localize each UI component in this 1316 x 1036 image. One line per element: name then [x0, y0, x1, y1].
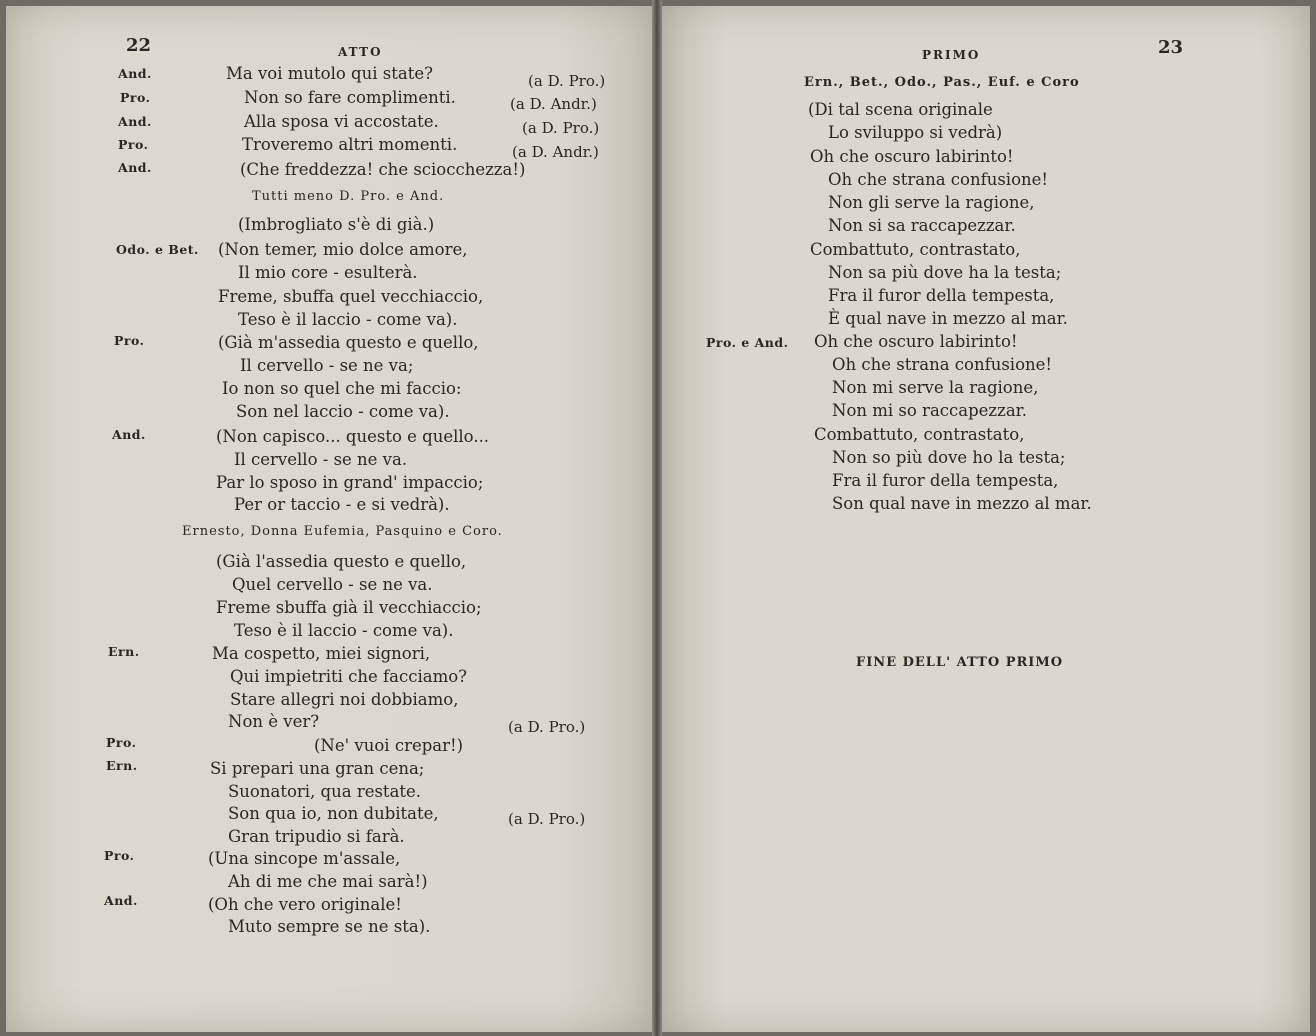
verse-line: Non so fare complimenti.: [244, 88, 456, 107]
verse-line: Oh che strana confusione!: [828, 170, 1049, 189]
verse-line: Suonatori, qua restate.: [228, 782, 422, 801]
stage-direction-heading: Ernesto, Donna Eufemia, Pasquino e Coro.: [182, 524, 503, 539]
speaker-label: Pro.: [106, 735, 137, 750]
verse-line: Teso è il laccio - come va).: [234, 621, 454, 640]
verse-line: Combattuto, contrastato,: [814, 425, 1025, 444]
verse-line: Son qua io, non dubitate,: [228, 804, 439, 823]
verse-line: Fra il furor della tempesta,: [832, 471, 1059, 490]
verse-line: Son qual nave in mezzo al mar.: [832, 494, 1092, 513]
verse-line: Troveremo altri momenti.: [242, 135, 458, 154]
speaker-label: Pro.: [104, 848, 135, 863]
verse-line: Freme sbuffa già il vecchiaccio;: [216, 598, 482, 617]
stage-direction: (a D. Pro.): [508, 810, 586, 828]
verse-line: (Oh che vero originale!: [208, 895, 402, 914]
speaker-label: Ern.: [106, 758, 138, 773]
stage-direction: (a D. Pro.): [508, 718, 586, 736]
verse-line: Lo sviluppo si vedrà): [828, 123, 1003, 142]
verse-line: Teso è il laccio - come va).: [238, 310, 458, 329]
verse-line: Stare allegri noi dobbiamo,: [230, 690, 459, 709]
verse-line: Ah di me che mai sarà!): [228, 872, 428, 891]
verse-line: Non mi serve la ragione,: [832, 378, 1039, 397]
verse-line: Io non so quel che mi faccio:: [222, 379, 462, 398]
speaker-label: Odo. e Bet.: [116, 242, 199, 257]
stage-direction: (a D. Andr.): [510, 95, 597, 113]
speaker-label: Pro.: [118, 137, 149, 152]
verse-line: (Che freddezza! che sciocchezza!): [240, 160, 526, 179]
verse-line: Alla sposa vi accostate.: [244, 112, 439, 131]
verse-line: Non è ver?: [228, 712, 320, 731]
verse-line: Muto sempre se ne sta).: [228, 917, 431, 936]
verse-line: Par lo sposo in grand' impaccio;: [216, 473, 484, 492]
verse-line: Il cervello - se ne va;: [240, 356, 414, 375]
running-header: ATTO: [338, 45, 383, 59]
verse-line: (Già l'assedia questo e quello,: [216, 552, 467, 571]
verse-line: Son nel laccio - come va).: [236, 402, 450, 421]
speaker-label: And.: [104, 893, 138, 908]
page-number: 22: [126, 35, 152, 56]
verse-line: Fra il furor della tempesta,: [828, 286, 1055, 305]
verse-line: Per or taccio - e si vedrà).: [234, 495, 450, 514]
verse-line: Ma voi mutolo qui state?: [226, 64, 433, 83]
verse-line: Non so più dove ho la testa;: [832, 448, 1066, 467]
speaker-label: Ern.: [108, 644, 140, 659]
verse-line: (Non capisco... questo e quello...: [216, 427, 490, 446]
verse-line: Qui impietriti che facciamo?: [230, 667, 467, 686]
verse-line: Gran tripudio si farà.: [228, 827, 405, 846]
speaker-label: Pro.: [114, 333, 145, 348]
stage-direction-heading: Tutti meno D. Pro. e And.: [252, 189, 445, 204]
verse-line: (Di tal scena originale: [808, 100, 993, 119]
stage-direction: (a D. Andr.): [512, 143, 599, 161]
verse-line: Il mio core - esulterà.: [238, 263, 418, 282]
stage-direction: (a D. Pro.): [522, 119, 600, 137]
verse-line: Oh che oscuro labirinto!: [810, 147, 1014, 166]
verse-line: Oh che oscuro labirinto!: [814, 332, 1018, 351]
verse-line: (Imbrogliato s'è di già.): [238, 215, 435, 234]
verse-line: Ma cospetto, miei signori,: [212, 644, 431, 663]
verse-line: È qual nave in mezzo al mar.: [828, 309, 1068, 328]
book-gutter: [652, 0, 662, 1036]
speaker-label: And.: [118, 66, 152, 81]
verse-line: Combattuto, contrastato,: [810, 240, 1021, 259]
speaker-label: Pro. e And.: [706, 335, 789, 350]
verse-line: (Già m'assedia questo e quello,: [218, 333, 479, 352]
verse-line: (Ne' vuoi crepar!): [314, 736, 464, 755]
verse-line: (Non temer, mio dolce amore,: [218, 240, 468, 259]
running-header: PRIMO: [922, 48, 981, 62]
page-number: 23: [1158, 37, 1184, 58]
speaker-label: And.: [112, 427, 146, 442]
verse-line: Quel cervello - se ne va.: [232, 575, 433, 594]
speaker-label: Pro.: [120, 90, 151, 105]
verse-line: Si prepari una gran cena;: [210, 759, 425, 778]
verse-line: Non si sa raccapezzar.: [828, 216, 1016, 235]
stage-direction-heading: Ern., Bet., Odo., Pas., Euf. e Coro: [804, 75, 1080, 90]
speaker-label: And.: [118, 160, 152, 175]
speaker-label: And.: [118, 114, 152, 129]
verse-line: Freme, sbuffa quel vecchiaccio,: [218, 287, 484, 306]
verse-line: (Una sincope m'assale,: [208, 849, 401, 868]
act-ending: FINE DELL' ATTO PRIMO: [856, 655, 1064, 670]
stage-direction: (a D. Pro.): [528, 72, 606, 90]
verse-line: Non mi so raccapezzar.: [832, 401, 1027, 420]
verse-line: Il cervello - se ne va.: [234, 450, 408, 469]
verse-line: Non gli serve la ragione,: [828, 193, 1035, 212]
verse-line: Oh che strana confusione!: [832, 355, 1053, 374]
verse-line: Non sa più dove ha la testa;: [828, 263, 1062, 282]
